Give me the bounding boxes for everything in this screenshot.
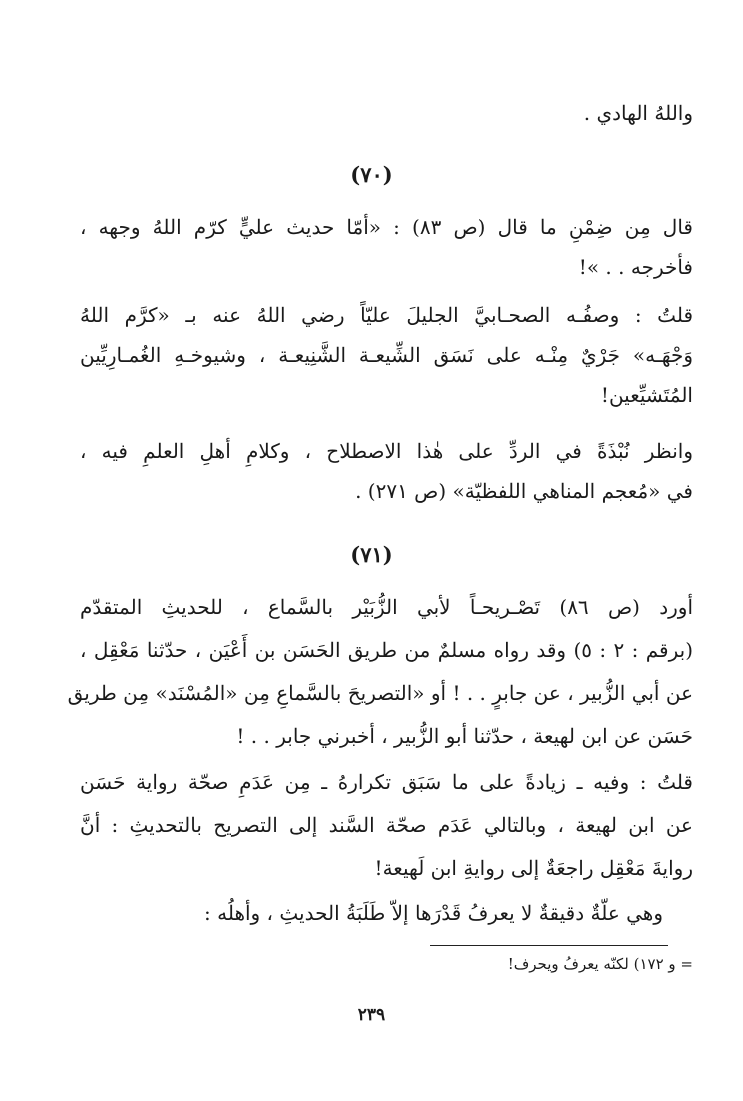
intro-line: واللهُ الهادي .	[583, 101, 693, 125]
section-70-heading: (٧٠)	[350, 162, 393, 187]
paragraph-line: (برقم : ٢ : ٥) وقد رواه مسلمٌ من طريق الحَسَن بن أَعْيَن ، حدّثنا مَعْقِل ،	[80, 638, 694, 662]
paragraph-line: قلتُ : وفيه ـ زيادةً على ما سَبَق تكرارهُ ـ مِن عَدَمِ صحّة رواية حَسَن	[80, 770, 693, 794]
paragraph-line: حَسَن عن ابن لهيعة ، حدّثنا أبو الزُّبير ، أخبرني جابر . . !	[236, 724, 693, 748]
paragraph-line: عن ابن لهيعة ، وبالتالي عَدَم صحّة السَّند إلى التصريح بالتحديثِ : أنَّ	[80, 813, 693, 837]
paragraph-line: المُتَشيِّعين!	[600, 383, 693, 407]
paragraph-line: في «مُعجم المناهي اللفظيّة» (ص ٢٧١) .	[355, 479, 693, 503]
footnote-divider	[430, 945, 668, 946]
paragraph-line: وهي علّةٌ دقيقةٌ لا يعرفُ قَدْرَها إلاّ طَلَبَةُ الحديثِ ، وأهلُه :	[204, 901, 663, 925]
paragraph-line: قلتُ : وصفُـه الصحـابيَّ الجليلَ عليّاً رضي اللهُ عنه بـ «كرَّم اللهُ	[80, 303, 693, 327]
paragraph-line: عن أبي الزُّبير ، عن جابرٍ . . ! أو «التصريحَ بالسَّماعِ مِن «المُسْنَد» مِن طريق	[67, 681, 693, 705]
paragraph-line: أورد (ص ٨٦) تَصْـريحـاً لأبي الزُّبَيْر بالسَّماع ، للحديثِ المتقدّم	[80, 595, 693, 619]
page-number: ٢٣٩	[357, 1005, 386, 1025]
paragraph-line: قال مِن ضِمْنِ ما قال (ص ٨٣) : «أمّا حديث عليٍّ كرّم اللهُ وجهه ،	[80, 215, 693, 239]
paragraph-line: وانظر نُبْذَةً في الردِّ على هٰذا الاصطلاح ، وكلامِ أهلِ العلمِ فيه ،	[80, 439, 693, 463]
footnote-text: = و ١٧٢) لكنّه يعرفُ ويحرف!	[507, 955, 693, 973]
paragraph-line: روايةَ مَعْقِل راجعَةٌ إلى روايةِ ابن لَهيعة!	[374, 856, 693, 880]
paragraph-line: فأخرجه . . »!	[578, 255, 693, 279]
section-71-heading: (٧١)	[350, 542, 393, 567]
paragraph-line: وَجْهَـه» جَرْيٌ مِنْـه على نَسَق الشِّيعـة الشَّنِيعـة ، وشيوخـهِ الغُمـارِيِّين	[80, 343, 693, 367]
